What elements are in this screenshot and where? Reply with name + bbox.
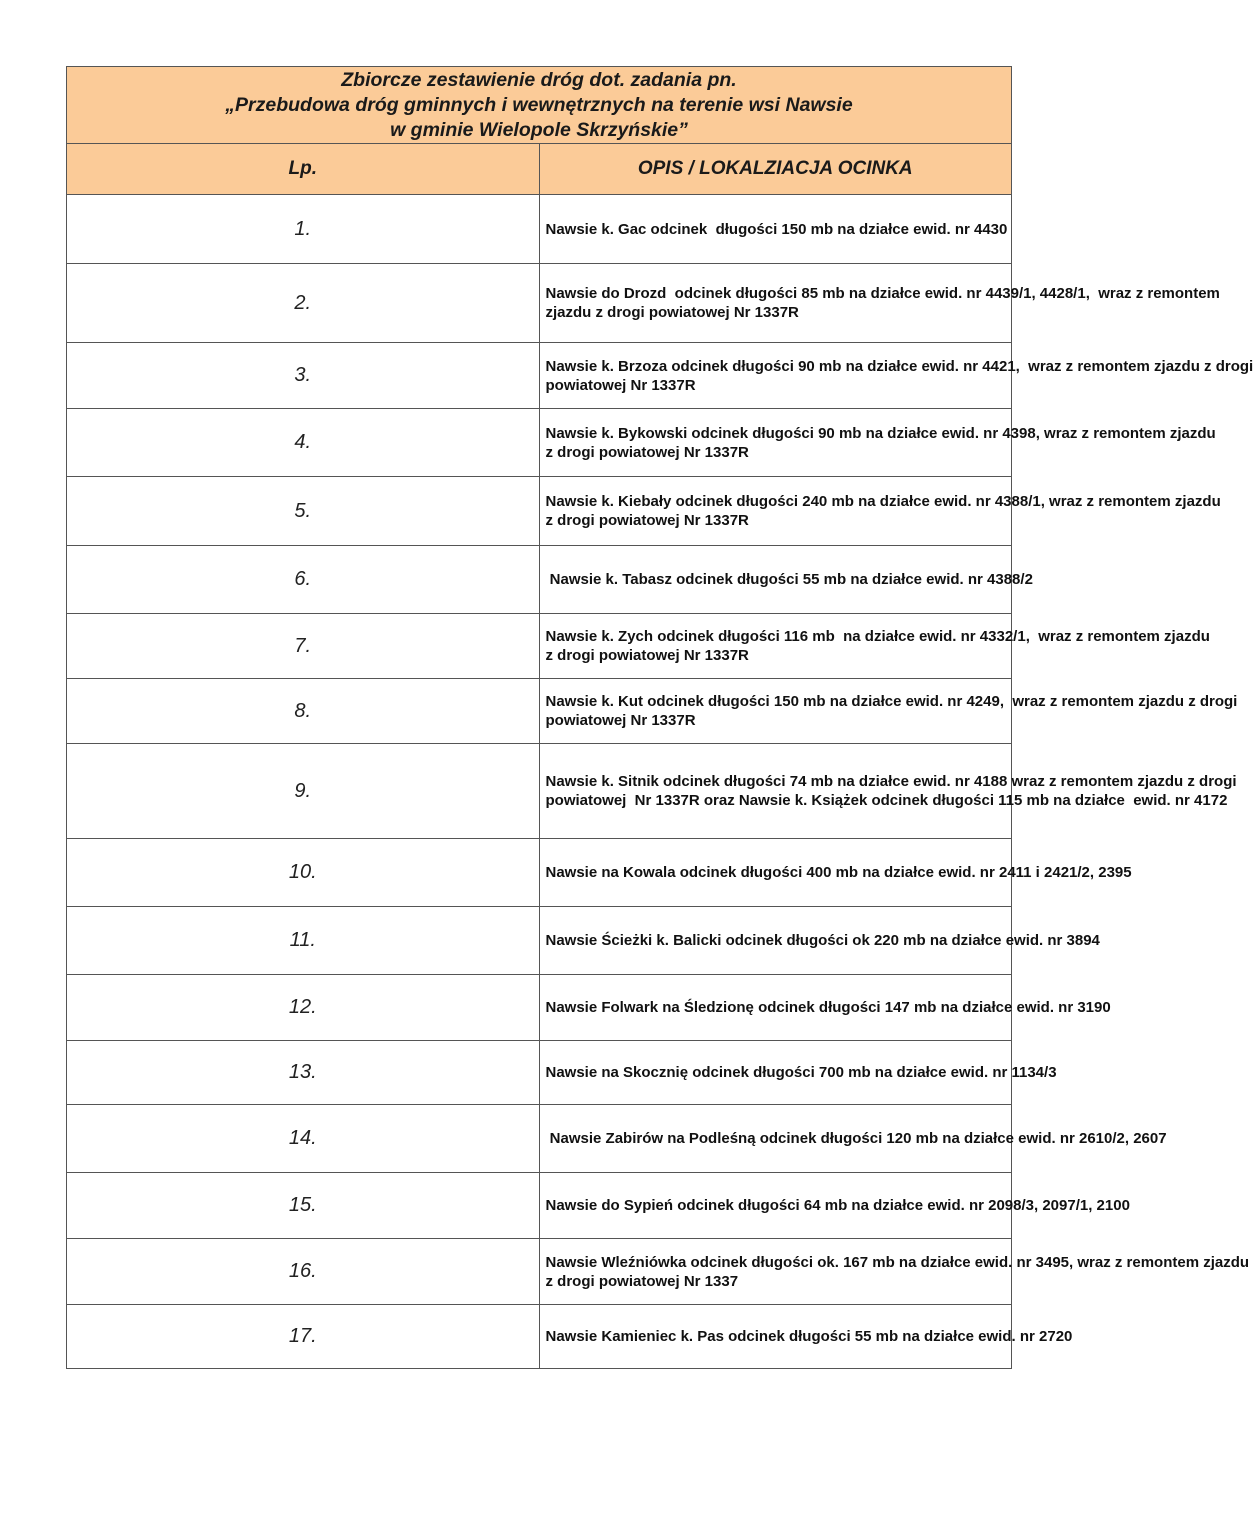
table-row [67, 546, 1012, 614]
description-line: Nawsie k. Bykowski odcinek długości 90 mb na działce ewid. nr 4398, wraz z remontem zjazdu [545, 424, 1216, 442]
description-line: z drogi powiatowej Nr 1337R [545, 647, 749, 664]
description-line: z drogi powiatowej Nr 1337R [545, 443, 749, 461]
table-body [67, 195, 1253, 1369]
description-line: powiatowej Nr 1337R [545, 376, 696, 394]
row-description [539, 1041, 1057, 1105]
title-line: „Przebudowa dróg gminnych i wewnętrznych na terenie wsi Nawsie [225, 93, 853, 116]
row-number: 4. [67, 409, 540, 477]
row-description [539, 614, 1210, 679]
description-line: Nawsie Zabirów na Podleśną odcinek długości 120 mb na działce ewid. nr 2610/2, 2607 [545, 1130, 1167, 1147]
table-row [67, 679, 1012, 744]
row-number: 1. [67, 195, 540, 264]
row-description [539, 1239, 1250, 1305]
title-line: w gminie Wielopole Skrzyńskie” [390, 118, 688, 141]
row-number: 6. [67, 546, 540, 614]
column-header-description: OPIS / LOKALZIACJA OCINKA [539, 144, 1012, 195]
description-line: Nawsie k. Brzoza odcinek długości 90 mb na działce ewid. nr 4421, wraz z remontem zjazdu z drogi [545, 357, 1253, 375]
row-number: 13. [67, 1041, 540, 1105]
description-line: Nawsie Ścieżki k. Balicki odcinek długości ok 220 mb na działce ewid. nr 3894 [545, 932, 1100, 949]
row-description [539, 195, 1012, 264]
table-row [67, 477, 1012, 546]
document-title [67, 67, 1012, 144]
row-description [539, 1105, 1167, 1173]
row-description [539, 546, 1033, 614]
table-row [67, 1305, 1012, 1369]
table-row [67, 1105, 1012, 1173]
row-description [539, 477, 1221, 546]
column-header-row [67, 144, 1012, 195]
description-line: zjazdu z drogi powiatowej Nr 1337R [545, 304, 799, 321]
description-line: Nawsie na Kowala odcinek długości 400 mb na działce ewid. nr 2411 i 2421/2, 2395 [545, 864, 1132, 881]
row-number: 15. [67, 1173, 540, 1239]
row-number: 5. [67, 477, 540, 546]
row-description [539, 264, 1220, 343]
table-row [67, 409, 1012, 477]
row-number: 9. [67, 744, 540, 839]
table-row [67, 1239, 1012, 1305]
row-number: 7. [67, 614, 540, 679]
description-line: Nawsie do Drozd odcinek długości 85 mb na działce ewid. nr 4439/1, 4428/1, wraz z remontem [545, 285, 1220, 302]
row-number: 2. [67, 264, 540, 343]
row-description [539, 744, 1237, 839]
description-line: z drogi powiatowej Nr 1337 [545, 1272, 739, 1290]
title-row [67, 67, 1012, 144]
row-description [539, 839, 1132, 907]
row-description [539, 1305, 1073, 1369]
row-number: 3. [67, 343, 540, 409]
description-line: z drogi powiatowej Nr 1337R [545, 512, 749, 529]
description-line: Nawsie Kamieniec k. Pas odcinek długości 55 mb na działce ewid. nr 2720 [545, 1328, 1073, 1345]
table-row [67, 975, 1012, 1041]
row-description [539, 975, 1111, 1041]
description-line: Nawsie k. Sitnik odcinek długości 74 mb na działce ewid. nr 4188 wraz z remontem zjazdu z drogi [545, 773, 1237, 790]
description-line: Nawsie k. Kut odcinek długości 150 mb na działce ewid. nr 4249, wraz z remontem zjazdu z drogi [545, 693, 1238, 710]
description-line: Nawsie do Sypień odcinek długości 64 mb na działce ewid. nr 2098/3, 2097/1, 2100 [545, 1197, 1130, 1214]
description-line: Nawsie Folwark na Śledzionę odcinek długości 147 mb na działce ewid. nr 3190 [545, 999, 1111, 1016]
column-header-lp: Lp. [67, 144, 540, 195]
table-row [67, 195, 1012, 264]
description-line: Nawsie k. Gac odcinek długości 150 mb na działce ewid. nr 4430 [545, 220, 1008, 238]
description-line: Nawsie k. Zych odcinek długości 116 mb na działce ewid. nr 4332/1, wraz z remontem zjazdu [545, 628, 1210, 645]
table-row [67, 744, 1012, 839]
table-row [67, 264, 1012, 343]
table-row [67, 839, 1012, 907]
row-description [539, 343, 1253, 409]
description-line: Nawsie k. Kiebały odcinek długości 240 mb na działce ewid. nr 4388/1, wraz z remontem zjazdu [545, 493, 1221, 510]
table-row [67, 614, 1012, 679]
row-number: 11. [67, 907, 540, 975]
row-number: 8. [67, 679, 540, 744]
title-line: Zbiorcze zestawienie dróg dot. zadania pn. [341, 68, 737, 91]
table-row [67, 343, 1012, 409]
description-line: Nawsie k. Tabasz odcinek długości 55 mb na działce ewid. nr 4388/2 [545, 571, 1033, 588]
row-number: 17. [67, 1305, 540, 1369]
table-row [67, 907, 1012, 975]
row-description [539, 907, 1100, 975]
row-description [539, 1173, 1130, 1239]
description-line: powiatowej Nr 1337R [545, 712, 696, 729]
table-row [67, 1041, 1012, 1105]
row-number: 14. [67, 1105, 540, 1173]
description-line: Nawsie Wleźniówka odcinek długości ok. 167 mb na działce ewid. nr 3495, wraz z remontem zjazdu [545, 1253, 1250, 1271]
row-number: 12. [67, 975, 540, 1041]
roads-summary-document [66, 66, 1253, 1369]
table-row [67, 1173, 1012, 1239]
roads-table [66, 66, 1253, 1369]
description-line: Nawsie na Skocznię odcinek długości 700 mb na działce ewid. nr 1134/3 [545, 1064, 1057, 1081]
row-number: 16. [67, 1239, 540, 1305]
row-description [539, 679, 1238, 744]
description-line: powiatowej Nr 1337R oraz Nawsie k. Książek odcinek długości 115 mb na działce ewid. nr 4172 [545, 792, 1228, 809]
row-description [539, 409, 1216, 477]
row-number: 10. [67, 839, 540, 907]
